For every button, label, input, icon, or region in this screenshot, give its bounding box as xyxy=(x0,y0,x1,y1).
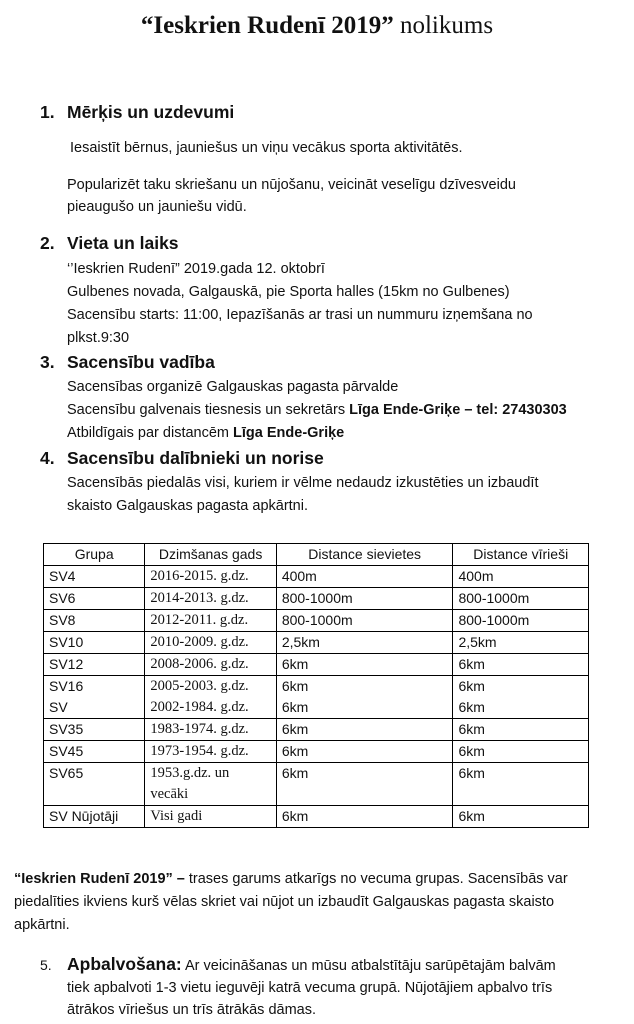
section-2-title: Vieta un laiks xyxy=(67,233,179,253)
section-5-line-1 xyxy=(40,953,630,977)
section-1-title: Mērķis un uzdevumi xyxy=(67,102,235,122)
age-group-table xyxy=(43,543,589,828)
table-cell: 800-1000m xyxy=(453,610,589,632)
table-header-cell: Dzimšanas gads xyxy=(145,544,276,566)
table-cell: 800-1000m xyxy=(276,610,453,632)
section-3-line-3 xyxy=(67,422,344,444)
section-3-title: Sacensību vadība xyxy=(67,352,215,372)
note-event-name: “Ieskrien Rudenī 2019” – xyxy=(14,871,185,887)
section-2-number: 2. xyxy=(40,233,55,253)
section-4-line-2: skaisto Galgauskas pagasta apkārtni. xyxy=(67,498,308,514)
table-row xyxy=(44,610,589,632)
table-cell xyxy=(453,784,589,806)
table-row xyxy=(44,719,589,741)
table-cell: 400m xyxy=(453,566,589,588)
section-2-heading xyxy=(40,233,179,254)
section-4-title: Sacensību dalībnieki un norise xyxy=(67,448,324,468)
section-4-heading xyxy=(40,448,324,469)
table-cell: SV Nūjotāji xyxy=(44,806,145,828)
section-3-line-1: Sacensības organizē Galgauskas pagasta pārvalde xyxy=(67,379,399,395)
table-cell: SV4 xyxy=(44,566,145,588)
table-cell: 6km xyxy=(453,697,589,719)
table-cell: SV16 xyxy=(44,676,145,698)
table-cell: 2008-2006. g.dz. xyxy=(145,654,276,676)
table-cell: 6km xyxy=(276,719,453,741)
section-3-number: 3. xyxy=(40,352,55,372)
table-cell: Visi gadi xyxy=(145,806,276,828)
table-cell: 1973-1954. g.dz. xyxy=(145,741,276,763)
table-cell: 2014-2013. g.dz. xyxy=(145,588,276,610)
table-cell: 800-1000m xyxy=(453,588,589,610)
table-cell: 1983-1974. g.dz. xyxy=(145,719,276,741)
table-row xyxy=(44,806,589,828)
table-cell: 2,5km xyxy=(276,632,453,654)
title-suffix: nolikums xyxy=(399,12,494,39)
note-line-1 xyxy=(14,868,624,890)
table-header-row xyxy=(44,544,589,566)
table-cell: SV45 xyxy=(44,741,145,763)
distance-manager-name: Līga Ende-Griķe xyxy=(233,425,345,441)
table-cell: 6km xyxy=(453,763,589,785)
table-cell: SV65 xyxy=(44,763,145,785)
table-row xyxy=(44,763,589,785)
note-line-2: piedalīties ikviens kurš vēlas skriet vai nūjot un izbaudīt Galgauskas pagasta skaisto xyxy=(14,894,555,910)
table-cell: SV8 xyxy=(44,610,145,632)
section-4-number: 4. xyxy=(40,448,55,468)
section-2-line-4: plkst.9:30 xyxy=(67,330,130,346)
table-cell: 6km xyxy=(276,676,453,698)
table-cell: SV10 xyxy=(44,632,145,654)
table-cell: 2,5km xyxy=(453,632,589,654)
section-2-line-1: ‘’Ieskrien Rudenī” 2019.gada 12. oktobrī xyxy=(67,261,325,277)
table-header-cell: Distance vīrieši xyxy=(453,544,589,566)
table-header-cell: Distance sievietes xyxy=(276,544,453,566)
table-cell: SV35 xyxy=(44,719,145,741)
distance-manager-label: Atbildīgais par distancēm xyxy=(67,425,234,441)
section-2-line-2: Gulbenes novada, Galgauskā, pie Sporta halles (15km no Gulbenes) xyxy=(67,284,510,300)
section-5-line-3: ātrākos vīriešus un trīs ātrākās dāmas. xyxy=(67,1002,317,1018)
document-title xyxy=(0,12,634,40)
section-5-text-1: Ar veicināšanas un mūsu atbalstītāju sarūpētajām balvām xyxy=(181,958,556,974)
table-cell: 2002-1984. g.dz. xyxy=(145,697,276,719)
table-cell: 6km xyxy=(276,763,453,785)
table-cell: SV12 xyxy=(44,654,145,676)
table-cell: 2010-2009. g.dz. xyxy=(145,632,276,654)
table-cell: 6km xyxy=(453,741,589,763)
note-line-3: apkārtni. xyxy=(14,917,70,933)
table-cell: 6km xyxy=(453,676,589,698)
section-3-heading xyxy=(40,352,215,373)
judge-label: Sacensību galvenais tiesnesis un sekretārs xyxy=(67,402,350,418)
judge-contact: Līga Ende-Griķe – tel: 27430303 xyxy=(349,402,567,418)
table-row xyxy=(44,588,589,610)
table-row xyxy=(44,654,589,676)
table-cell: 2005-2003. g.dz. xyxy=(145,676,276,698)
section-5-line-2: tiek apbalvoti 1-3 vietu ieguvēji katrā vecuma grupā. Nūjotājiem apbalvo trīs xyxy=(67,980,553,996)
section-3-line-2 xyxy=(67,399,567,421)
table-cell: 6km xyxy=(276,741,453,763)
table-cell: SV6 xyxy=(44,588,145,610)
table-cell: 6km xyxy=(453,719,589,741)
table-body xyxy=(44,566,589,828)
table-cell: 2016-2015. g.dz. xyxy=(145,566,276,588)
table-row xyxy=(44,741,589,763)
section-1-number: 1. xyxy=(40,102,55,122)
table-cell: 6km xyxy=(453,654,589,676)
table-cell: 6km xyxy=(276,806,453,828)
table-cell: 1953.g.dz. un xyxy=(145,763,276,785)
section-1-paragraph-2a: Popularizēt taku skriešanu un nūjošanu, veicināt veselīgu dzīvesveidu xyxy=(67,177,516,193)
section-1-heading xyxy=(40,102,234,123)
table-cell: 6km xyxy=(453,806,589,828)
table-cell: 400m xyxy=(276,566,453,588)
table-cell: 800-1000m xyxy=(276,588,453,610)
table-cell: SV xyxy=(44,697,145,719)
table-cell: 6km xyxy=(276,654,453,676)
section-1-paragraph-2b: pieaugušo un jauniešu vidū. xyxy=(67,199,247,215)
table-cell: vecāki xyxy=(145,784,276,806)
table-cell xyxy=(44,784,145,806)
table-cell xyxy=(276,784,453,806)
table-row xyxy=(44,566,589,588)
section-5-number: 5. xyxy=(40,957,52,973)
section-4-line-1: Sacensībās piedalās visi, kuriem ir vēlme nedaudz izkustēties un izbaudīt xyxy=(67,475,539,491)
table-row xyxy=(44,697,589,719)
table-cell: 6km xyxy=(276,697,453,719)
section-5-title: Apbalvošana: xyxy=(67,954,182,974)
section-2-line-3: Sacensību starts: 11:00, Iepazīšanās ar trasi un nummuru izņemšana no xyxy=(67,307,533,323)
table-row xyxy=(44,676,589,698)
table-row xyxy=(44,784,589,806)
table-row xyxy=(44,632,589,654)
table-cell: 2012-2011. g.dz. xyxy=(145,610,276,632)
section-1-paragraph-1: Iesaistīt bērnus, jauniešus un viņu vecākus sporta aktivitātēs. xyxy=(70,140,463,156)
table-header-cell: Grupa xyxy=(44,544,145,566)
note-text-1: trases garums atkarīgs no vecuma grupas. Sacensībās var xyxy=(184,871,568,887)
title-event-name: “Ieskrien Rudenī 2019” xyxy=(140,12,394,39)
